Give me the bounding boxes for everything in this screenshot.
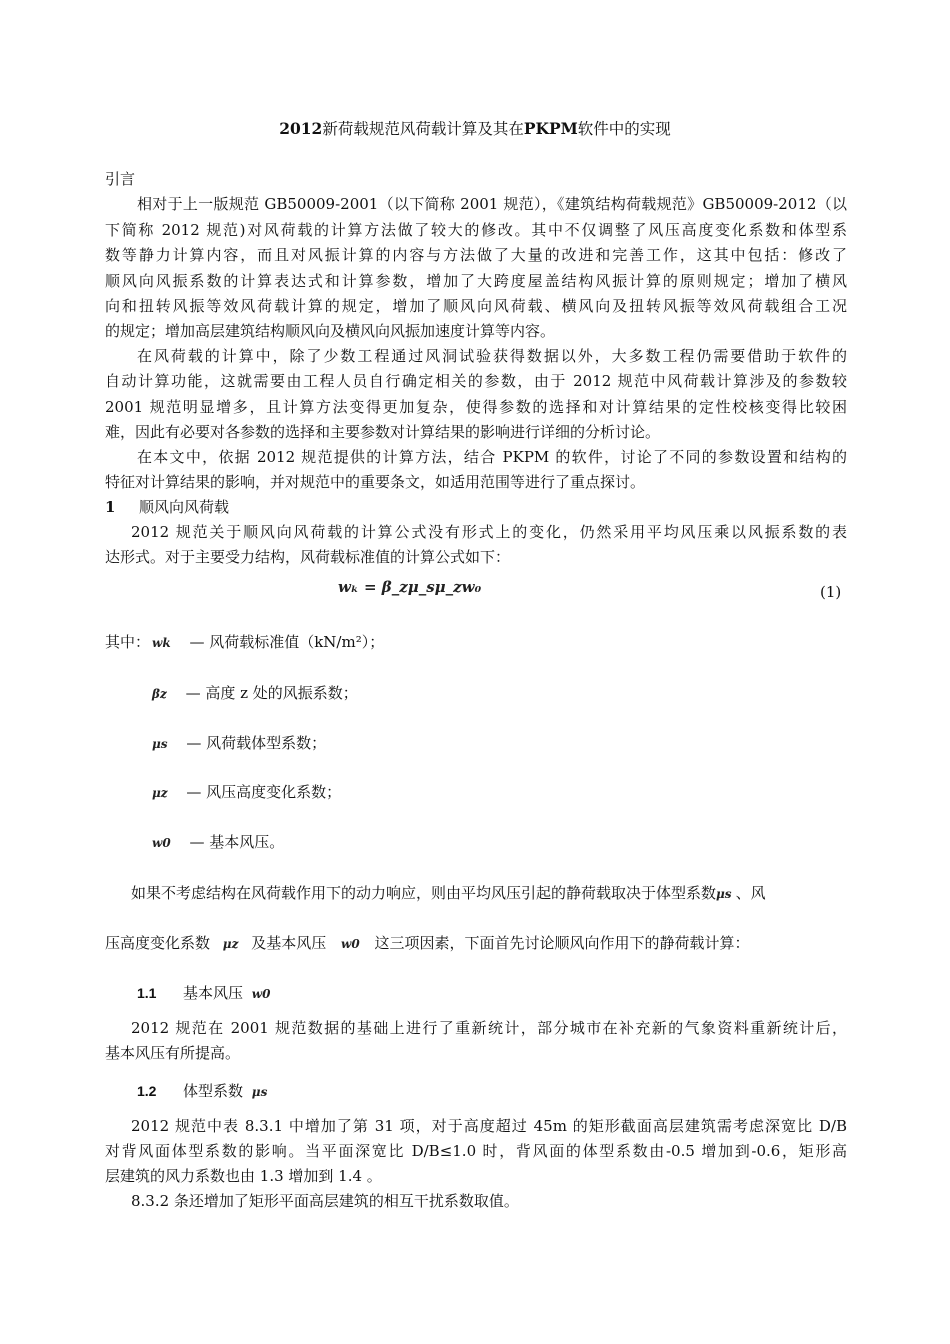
s12-line: 对背风面体型系数的影响。当平面深宽比 D/B≤1.0 时，背风面的体型系数由-0.5 增加到-0.6，矩形高	[105, 1142, 847, 1160]
intro-p3-line: 特征对计算结果的影响，并对规范中的重要条文，如适用范围等进行了重点探讨。	[105, 473, 646, 491]
definition-text: — 基本风压。	[189, 833, 285, 851]
intro-p2-line: 自动计算功能，这就需要由工程人员自行确定相关的参数，由于 2012 规范中风荷载计算涉及的参数较	[105, 372, 847, 390]
symbol-mus-heading: μs	[251, 1085, 268, 1099]
s12-line: 2012 规范中表 8.3.1 中增加了第 31 项，对于高度超过 45m 的矩形截面高层建筑需考虑深宽比 D/B	[131, 1117, 847, 1135]
section-1-2-title: 体型系数	[183, 1082, 244, 1100]
intro-p1-line: 下简称 2012 规范)对风荷载的计算方法做了较大的修改。其中不仅调整了风压高度变化系数和体型系	[105, 221, 847, 239]
title-brand: PKPM	[523, 119, 578, 138]
dynamic-text: 这三项因素，下面首先讨论顺风向作用下的静荷载计算：	[374, 934, 750, 952]
definition-text: — 风压高度变化系数；	[186, 783, 342, 801]
definition-text: — 高度 z 处的风振系数；	[185, 684, 358, 702]
equation-number: (1)	[820, 583, 842, 601]
definition-mus	[152, 732, 326, 755]
where-label: 其中：	[105, 633, 151, 651]
section-1-1-number: 1.1	[137, 985, 157, 1001]
section-1-1-heading	[105, 982, 879, 1005]
dynamic-paragraph-line2	[105, 932, 847, 955]
section-1-heading	[105, 496, 847, 518]
definition-wk	[152, 631, 384, 654]
page-title	[0, 118, 950, 140]
intro-p1-line: 数等静力计算内容，而且对风振计算的内容与方法做了大量的改进和完善工作，这其中包括：修改了	[105, 246, 847, 264]
intro-p1-line: 顺风向风振系数的计算表达式和计算参数，增加了大跨度屋盖结构风振计算的原则规定；增加了横风	[105, 272, 847, 290]
intro-p2-line: 难，因此有必要对各参数的选择和主要参数对计算结果的影响进行详细的分析讨论。	[105, 423, 661, 441]
intro-p1-line: 的规定；增加高层建筑结构顺风向及横风向风振加速度计算等内容。	[105, 322, 556, 340]
symbol-mus: μs	[152, 737, 168, 751]
section-1-2-heading	[105, 1080, 879, 1103]
symbol-betaz: βz	[152, 687, 167, 701]
definition-w0	[152, 831, 284, 854]
symbol-w0-heading: w0	[251, 987, 271, 1001]
title-year: 2012	[279, 119, 323, 138]
definition-text: — 风荷载体型系数；	[186, 734, 327, 752]
formula-wind-load	[338, 578, 481, 596]
s11-line: 2012 规范在 2001 规范数据的基础上进行了重新统计，部分城市在补充新的气象资料重新统计后，	[131, 1019, 847, 1037]
s1-p1-line: 2012 规范关于顺风向风荷载的计算公式没有形式上的变化，仍然采用平均风压乘以风振系数的表	[131, 523, 847, 541]
section-1-1-title: 基本风压	[183, 984, 244, 1002]
definition-text: — 风荷载标准值（kN/m²）；	[189, 633, 385, 651]
intro-p2-line: 2001 规范明显增多，且计算方法变得更加复杂，使得参数的选择和对计算结果的定性校核变得比较困	[105, 398, 847, 416]
symbol-muz: μz	[152, 786, 168, 800]
symbol-w0: w0	[152, 836, 171, 850]
formula-text: wₖ = β_zμ_sμ_zw₀	[338, 578, 482, 596]
dynamic-text: 压高度变化系数	[105, 934, 211, 952]
title-tail: 软件中的实现	[577, 120, 671, 138]
intro-p3-line: 在本文中，依据 2012 规范提供的计算方法，结合 PKPM 的软件，讨论了不同的参数设置和结构的	[137, 448, 847, 466]
intro-p2-line: 在风荷载的计算中，除了少数工程通过风洞试验获得数据以外，大多数工程仍需要借助于软件的	[137, 347, 847, 365]
s1-p1-line: 达形式。对于主要受力结构，风荷载标准值的计算公式如下：	[105, 548, 511, 566]
intro-p1-line: 向和扭转风振等效风荷载计算的规定，增加了顺风向风荷载、横风向及扭转风振等效风荷载组合工况	[105, 297, 847, 315]
symbol-w0-inline: w0	[340, 937, 360, 951]
section-1-title: 顺风向风荷载	[139, 498, 230, 516]
intro-p1-line: 相对于上一版规范 GB50009-2001（以下简称 2001 规范），《建筑结构荷载规范》GB50009-2012（以	[137, 195, 847, 213]
title-middle: 新荷载规范风荷载计算及其在	[322, 120, 524, 138]
s11-line: 基本风压有所提高。	[105, 1044, 241, 1062]
intro-heading: 引言	[105, 170, 136, 188]
symbol-muz-inline: μz	[222, 937, 239, 951]
definition-muz	[152, 781, 341, 804]
section-1-2-number: 1.2	[137, 1083, 157, 1099]
dynamic-text: 、风	[735, 884, 766, 902]
dynamic-text: 如果不考虑结构在风荷载作用下的动力响应，则由平均风压引起的静荷载取决于体型系数	[131, 884, 717, 902]
dynamic-text: 及基本风压	[251, 934, 327, 952]
section-1-number: 1	[105, 498, 116, 516]
symbol-wk: wk	[152, 636, 171, 650]
symbol-mus-inline: μs	[716, 887, 732, 901]
definition-betaz	[152, 682, 358, 705]
s12-line: 层建筑的风力系数也由 1.3 增加到 1.4 。	[105, 1167, 382, 1185]
s12-line: 8.3.2 条还增加了矩形平面高层建筑的相互干扰系数取值。	[131, 1192, 519, 1210]
dynamic-paragraph-line1	[105, 882, 873, 905]
